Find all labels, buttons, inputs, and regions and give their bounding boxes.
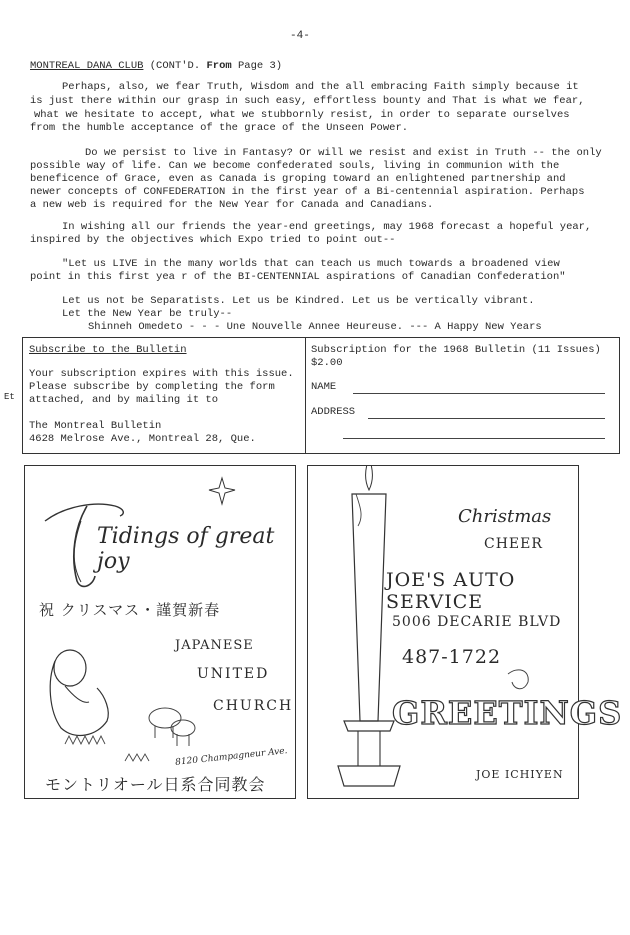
heading-cont: (CONT'D. — [149, 60, 201, 72]
name-field-line[interactable] — [353, 393, 605, 394]
article-heading — [30, 60, 282, 73]
para2-line: Do we persist to live in Fantasy? Or will we resist and exist in Truth -- the only — [85, 147, 602, 159]
subscription-price: $2.00 — [311, 357, 343, 369]
subscription-offer: Subscription for the 1968 Bulletin (11 Issues) — [311, 344, 601, 356]
para2-line: possible way of life. Can we become confederated souls, living in communion with the — [30, 160, 560, 172]
heading-page: Page 3) — [238, 60, 283, 72]
church-line: JAPANESE — [175, 638, 254, 653]
para1-line: is just there within our grasp in such easy, effortless bounty and That is what we fear, — [30, 95, 585, 107]
para3-line: In wishing all our friends the year-end greetings, may 1968 forecast a hopeful year, — [62, 221, 592, 233]
subscribe-line: Your subscription expires with this issue. — [29, 368, 294, 380]
japanese-church-name: モントリオール日系合同教会 — [45, 775, 266, 794]
para2-line: newer concepts of CONFEDERATION in the first year of a Bi-centennial aspiration. Perhaps — [30, 186, 585, 198]
bulletin-address-line: The Montreal Bulletin — [29, 420, 162, 432]
church-ad — [24, 465, 296, 799]
japanese-greeting: 祝 クリスマス・謹賀新春 — [39, 601, 221, 619]
christmas-text: Christmas — [458, 506, 552, 527]
auto-service-ad — [307, 465, 623, 799]
subscribe-line: Please subscribe by completing the form — [29, 381, 275, 393]
para1-line: from the humble acceptance of the grace of the Unseen Power. — [30, 122, 409, 134]
margin-mark: Et — [4, 392, 15, 402]
para2-line: a new web is required for the New Year for Canada and Canadians. — [30, 199, 434, 211]
para4-line: point in this first yea r of the BI-CENTENNIAL aspirations of Canadian Confederation" — [30, 271, 566, 283]
address-field-line-2[interactable] — [343, 438, 605, 439]
cheer-text: CHEER — [484, 536, 543, 552]
address-label: ADDRESS — [311, 406, 356, 418]
box-divider — [305, 338, 306, 453]
name-label: NAME — [311, 381, 337, 393]
church-line: CHURCH — [213, 698, 294, 714]
para3-line: inspired by the objectives which Expo tried to point out-- — [30, 234, 396, 246]
subscription-box — [22, 337, 620, 454]
para2-line: beneficence of Grace, even as Canada is groping toward an enlightened partnership and — [30, 173, 566, 185]
tidings-text: Tidings of great joy — [97, 524, 275, 574]
church-line: UNITED — [197, 666, 270, 682]
para1-line: what we hesitate to accept, what we stubbornly resist, in order to separate ourselves — [34, 109, 570, 121]
para5-line: Shinneh Omedeto - - - Une Nouvelle Annee Heureuse. --- A Happy New Years — [88, 321, 542, 333]
page-number: -4- — [290, 30, 310, 42]
greetings-text: GREETINGS — [392, 694, 623, 732]
bulletin-address-line: 4628 Melrose Ave., Montreal 28, Que. — [29, 433, 256, 445]
business-phone: 487-1722 — [402, 646, 502, 668]
subscribe-line: attached, and by mailing it to — [29, 394, 219, 406]
subscribe-title: Subscribe to the Bulletin — [29, 344, 187, 356]
owner-name: JOE ICHIYEN — [476, 768, 564, 781]
church-address: 8120 Champagneur Ave. — [174, 746, 288, 768]
para4-line: "Let us LIVE in the many worlds that can teach us much towards a broadened view — [62, 258, 560, 270]
address-field-line-1[interactable] — [368, 418, 605, 419]
para5-line: Let the New Year be truly-- — [62, 308, 233, 320]
para5-line: Let us not be Separatists. Let us be Kindred. Let us be vertically vibrant. — [62, 295, 535, 307]
heading-from: From — [206, 60, 232, 72]
church-ad-artwork — [25, 466, 295, 798]
business-name: JOE'S AUTO SERVICE — [386, 569, 516, 613]
para1-line: Perhaps, also, we fear Truth, Wisdom and the all embracing Faith simply because it — [62, 81, 579, 93]
business-street: 5006 DECARIE BLVD — [392, 614, 562, 630]
heading-title: MONTREAL DANA CLUB — [30, 60, 144, 72]
